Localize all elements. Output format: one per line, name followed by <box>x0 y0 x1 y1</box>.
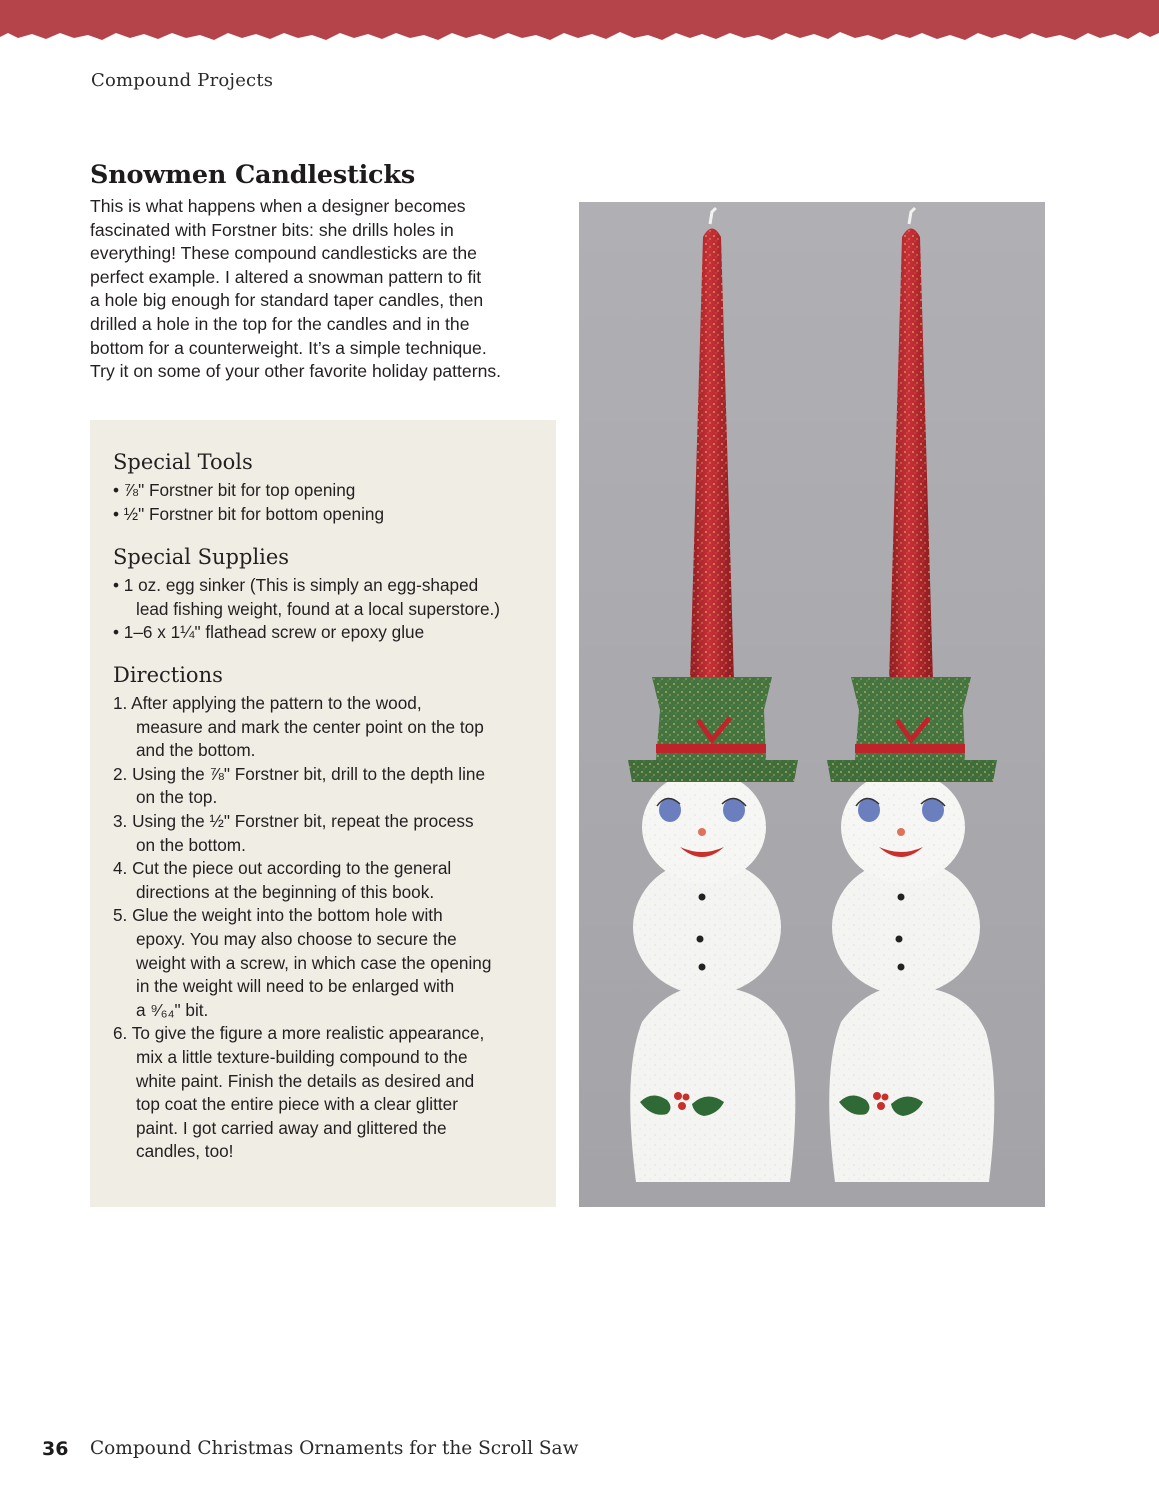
intro-line: bottom for a counterweight. It’s a simple technique. <box>90 337 487 358</box>
special-supplies-list <box>113 574 500 645</box>
direction-step-continuation: a ⁹⁄₆₄" bit. <box>136 999 209 1020</box>
running-head: Compound Projects <box>91 70 274 91</box>
intro-paragraph <box>90 195 560 384</box>
special-tools-list <box>113 479 384 526</box>
snowman-candlesticks-photo <box>579 202 1045 1207</box>
directions-list <box>113 692 491 1164</box>
list-item: • 1–6 x 1¼" flathead screw or epoxy glue <box>113 622 425 643</box>
special-tools-heading: Special Tools <box>113 450 253 474</box>
direction-step-continuation: top coat the entire piece with a clear glitter <box>136 1094 458 1115</box>
intro-line: This is what happens when a designer becomes <box>90 196 466 216</box>
direction-step-continuation: on the bottom. <box>136 834 246 855</box>
direction-step: 2. Using the ⅞" Forstner bit, drill to the depth line <box>113 763 486 784</box>
intro-line: perfect example. I altered a snowman pattern to fit <box>90 266 482 287</box>
intro-line: a hole big enough for standard taper candles, then <box>90 290 484 311</box>
direction-step: 1. After applying the pattern to the wood, <box>113 693 422 713</box>
intro-line: Try it on some of your other favorite holiday patterns. <box>90 361 502 382</box>
direction-step-continuation: on the top. <box>136 787 218 808</box>
intro-line: drilled a hole in the top for the candles and in the <box>90 313 470 334</box>
direction-step-continuation: and the bottom. <box>136 740 256 761</box>
list-item: • 1 oz. egg sinker (This is simply an egg-shaped <box>113 575 479 595</box>
direction-step-continuation: weight with a screw, in which case the opening <box>136 952 492 973</box>
decorative-top-band <box>0 0 1159 48</box>
intro-line: everything! These compound candlesticks are the <box>90 243 477 264</box>
directions-heading: Directions <box>113 663 223 687</box>
direction-step: 5. Glue the weight into the bottom hole with <box>113 905 443 926</box>
list-item: • ½" Forstner bit for bottom opening <box>113 503 385 524</box>
special-supplies-heading: Special Supplies <box>113 545 290 569</box>
direction-step-continuation: directions at the beginning of this book. <box>136 881 435 902</box>
intro-line: fascinated with Forstner bits: she drills holes in <box>90 219 454 240</box>
footer-book-title: Compound Christmas Ornaments for the Scroll Saw <box>90 1438 579 1459</box>
direction-step-continuation: mix a little texture-building compound to the <box>136 1046 468 1067</box>
project-info-box <box>90 420 556 1207</box>
direction-step-continuation: candles, too! <box>136 1141 234 1162</box>
page-number: 36 <box>42 1438 69 1460</box>
direction-step: 4. Cut the piece out according to the general <box>113 858 452 879</box>
article-title: Snowmen Candlesticks <box>90 160 416 190</box>
direction-step-continuation: white paint. Finish the details as desired and <box>136 1070 475 1091</box>
list-item-continuation: lead fishing weight, found at a local superstore.) <box>136 598 501 619</box>
direction-step: 3. Using the ½" Forstner bit, repeat the process <box>113 810 474 831</box>
direction-step: 6. To give the figure a more realistic appearance, <box>113 1023 485 1044</box>
direction-step-continuation: in the weight will need to be enlarged with <box>136 976 455 997</box>
direction-step-continuation: epoxy. You may also choose to secure the <box>136 928 457 949</box>
torn-edge-band <box>0 0 1159 40</box>
direction-step-continuation: measure and mark the center point on the top <box>136 716 484 737</box>
direction-step-continuation: paint. I got carried away and glittered the <box>136 1117 447 1138</box>
list-item: • ⅞" Forstner bit for top opening <box>113 480 356 500</box>
